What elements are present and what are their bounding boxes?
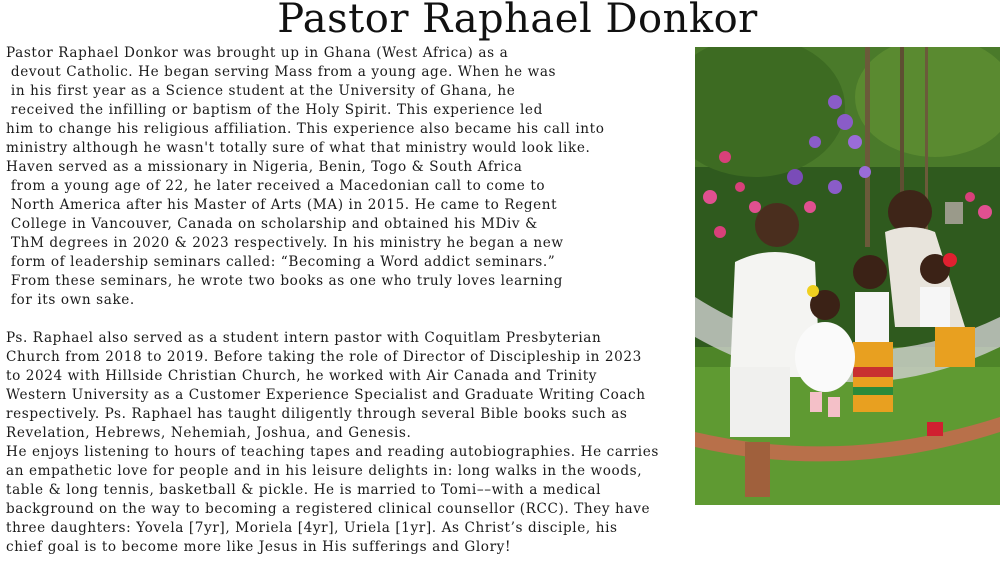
bio-line: Ps. Raphael also served as a student intern pastor with Coquitlam Presbyterian bbox=[6, 330, 602, 346]
bio-line: him to change his religious affiliation. This experience also became his call into bbox=[6, 121, 605, 137]
bio-line: table & long tennis, basketball & pickle. He is married to Tomi––with a medical bbox=[6, 482, 602, 498]
bio-line: respectively. Ps. Raphael has taught diligently through several Bible books such as bbox=[6, 406, 628, 422]
bio-line: three daughters: Yovela [7yr], Moriela [4yr], Uriela [1yr]. As Christ’s disciple, his bbox=[6, 520, 618, 536]
bio-line: chief goal is to become more like Jesus in His sufferings and Glory! bbox=[6, 539, 512, 555]
bio-line: background on the way to becoming a registered clinical counsellor (RCC). They have bbox=[6, 501, 651, 517]
bio-line: Pastor Raphael Donkor was brought up in Ghana (West Africa) as a bbox=[6, 45, 509, 61]
bio-line: from a young age of 22, he later received a Macedonian call to come to bbox=[6, 178, 546, 194]
bio-line: College in Vancouver, Canada on scholarship and obtained his MDiv & bbox=[6, 216, 538, 232]
bio-line: for its own sake. bbox=[6, 292, 135, 308]
page-title: Pastor Raphael Donkor bbox=[277, 0, 758, 42]
bio-line: He enjoys listening to hours of teaching tapes and reading autobiographies. He carries bbox=[6, 444, 659, 460]
bio-line: Church from 2018 to 2019. Before taking the role of Director of Discipleship in 2023 bbox=[6, 349, 642, 365]
paragraph-gap bbox=[6, 310, 694, 329]
bio-text bbox=[6, 44, 694, 557]
bio-line: an empathetic love for people and in his leisure delights in: long walks in the woods, bbox=[6, 463, 643, 479]
bio-line: ministry although he wasn't totally sure of what that ministry would look like. bbox=[6, 140, 591, 156]
bio-line: devout Catholic. He began serving Mass from a young age. When he was bbox=[6, 64, 557, 80]
bio-line: Haven served as a missionary in Nigeria, Benin, Togo & South Africa bbox=[6, 159, 523, 175]
family-photo bbox=[695, 47, 1000, 505]
bio-line: From these seminars, he wrote two books as one who truly loves learning bbox=[6, 273, 563, 289]
bio-line: form of leadership seminars called: “Becoming a Word addict seminars.” bbox=[6, 254, 556, 270]
garden-lantern bbox=[945, 202, 963, 224]
bio-line: Western University as a Customer Experience Specialist and Graduate Writing Coach bbox=[6, 387, 646, 403]
family-photo-illustration bbox=[695, 47, 1000, 505]
bio-line: North America after his Master of Arts (MA) in 2015. He came to Regent bbox=[6, 197, 558, 213]
bio-line: Revelation, Hebrews, Nehemiah, Joshua, and Genesis. bbox=[6, 425, 412, 441]
bio-line: received the infilling or baptism of the Holy Spirit. This experience led bbox=[6, 102, 543, 118]
bio-line: ThM degrees in 2020 & 2023 respectively. In his ministry he began a new bbox=[6, 235, 564, 251]
bio-line: to 2024 with Hillside Christian Church, he worked with Air Canada and Trinity bbox=[6, 368, 598, 384]
bio-line: in his first year as a Science student at the University of Ghana, he bbox=[6, 83, 516, 99]
